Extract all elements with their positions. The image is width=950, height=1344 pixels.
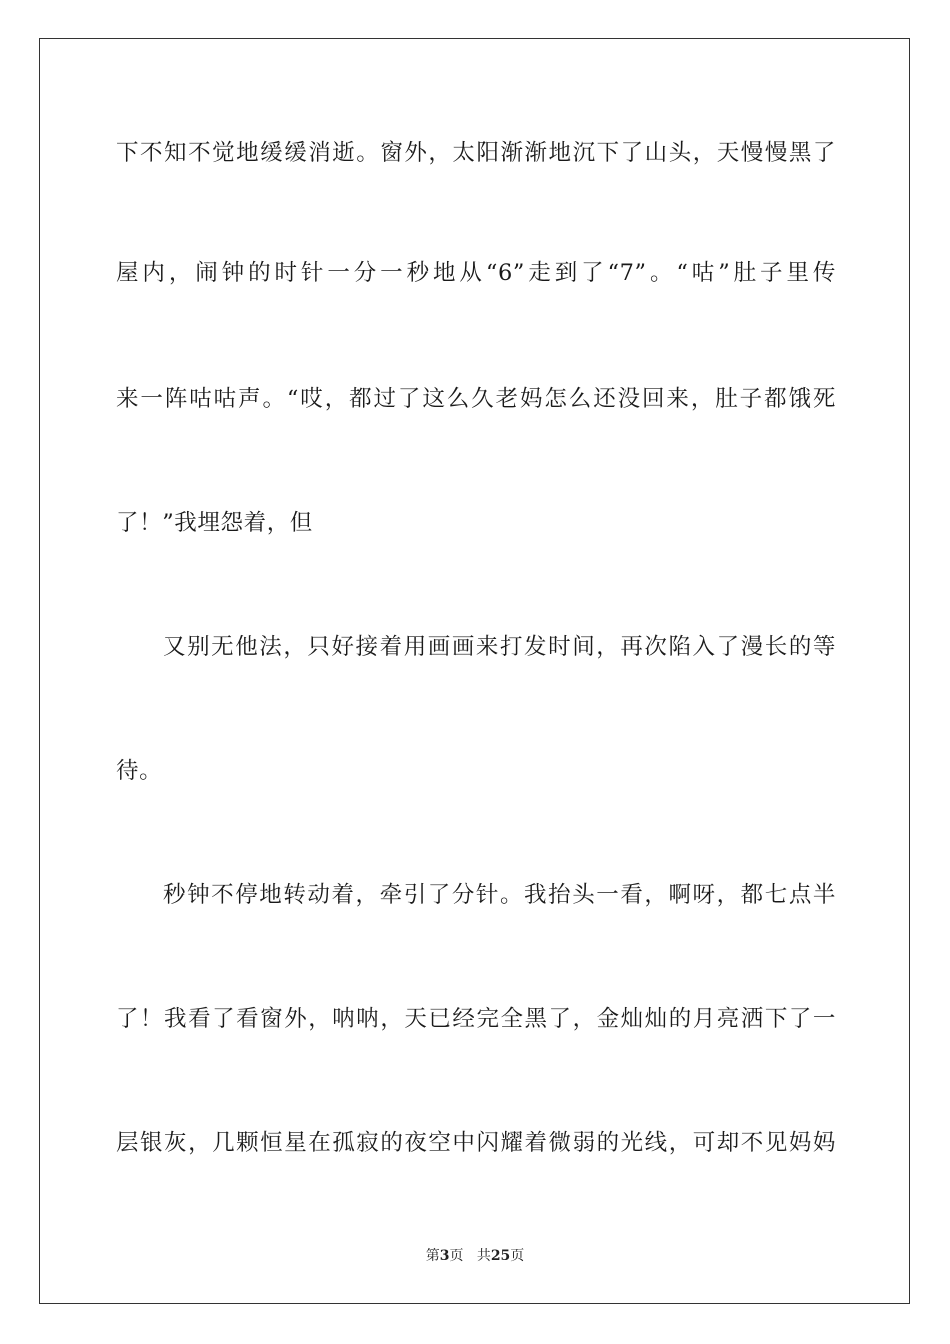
footer-total-pages: 25 <box>490 1248 511 1264</box>
page-footer <box>0 1247 950 1265</box>
body-line-1: 下不知不觉地缓缓消逝。窗外，太阳渐渐地沉下了山头，天慢慢黑了 <box>116 140 836 166</box>
footer-total-suffix: 页 <box>510 1248 525 1264</box>
page-border <box>39 38 910 1304</box>
body-line-4: 了！”我埋怨着，但 <box>116 510 313 536</box>
body-line-2: 屋内，闹钟的时针一分一秒地从“6”走到了“7”。“咕”肚子里传 <box>116 260 836 286</box>
body-line-6: 待。 <box>116 758 163 784</box>
footer-total-prefix: 共 <box>476 1248 491 1264</box>
body-line-5: 又别无他法，只好接着用画画来打发时间，再次陷入了漫长的等 <box>163 634 836 660</box>
body-line-3: 来一阵咕咕声。“哎，都过了这么久老妈怎么还没回来，肚子都饿死 <box>116 386 836 412</box>
footer-page-prefix: 第 <box>425 1248 440 1264</box>
footer-page-suffix: 页 <box>449 1248 464 1264</box>
body-line-9: 层银灰，几颗恒星在孤寂的夜空中闪耀着微弱的光线，可却不见妈妈 <box>116 1130 836 1156</box>
body-line-7: 秒钟不停地转动着，牵引了分针。我抬头一看，啊呀，都七点半 <box>163 882 836 908</box>
body-line-8: 了！我看了看窗外，呐呐，天已经完全黑了，金灿灿的月亮洒下了一 <box>116 1006 836 1032</box>
footer-page-number: 3 <box>439 1248 450 1264</box>
